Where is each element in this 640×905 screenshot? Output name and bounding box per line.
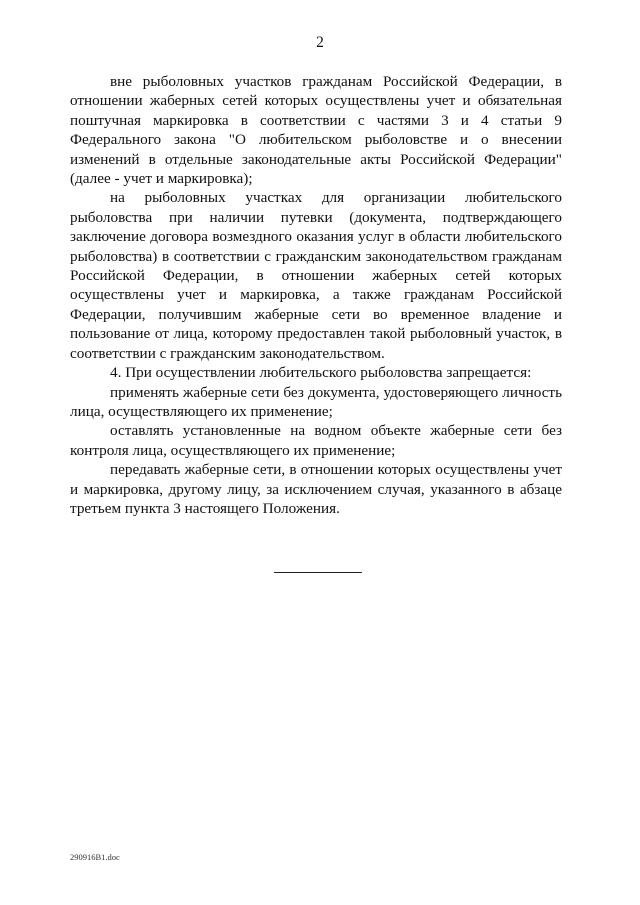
- page-number: 2: [316, 34, 324, 51]
- document-body: [70, 72, 562, 518]
- paragraph-leave-unattended: оставлять установленные на водном объекте жаберные сети без контроля лица, осуществляющего их применение;: [70, 422, 562, 459]
- paragraph-item-4-heading: 4. При осуществлении любительского рыболовства запрещается:: [110, 364, 532, 382]
- end-divider: [274, 572, 362, 573]
- paragraph-outside-fishing-areas: вне рыболовных участков гражданам Российской Федерации, в отношении жаберных сетей которых осуществлены учет и обязательная поштучная маркировка в соответствии с частями 3 и 4 статьи 9 Федерального закона "О любительском рыболовстве и о внесении изменений в отдельные законодательные акты Российской Федерации" (далее - учет и маркировка);: [70, 73, 562, 188]
- footer-filename: 290916В1.doc: [70, 852, 120, 862]
- paragraph-transfer-nets: передавать жаберные сети, в отношении которых осуществлены учет и маркировка, другому лицу, за исключением случая, указанного в абзаце третьем пункта 3 настоящего Положения.: [70, 461, 562, 517]
- paragraph-fishing-areas: на рыболовных участках для организации любительского рыболовства при наличии путевки (документа, подтверждающего заключение договора возмездного оказания услуг в области любительского рыболовства) в соответствии с гражданским законодательством гражданам Российской Федерации, в отношении жаберных сетей которых осуществлены учет и маркировка, а также гражданам Российской Федерации, получившим жаберные сети во временное владение и пользование от лица, которому предоставлен такой рыболовный участок, в соответствии с гражданским законодательством.: [70, 189, 562, 362]
- paragraph-use-without-id: применять жаберные сети без документа, удостоверяющего личность лица, осуществляющего их применение;: [70, 383, 562, 420]
